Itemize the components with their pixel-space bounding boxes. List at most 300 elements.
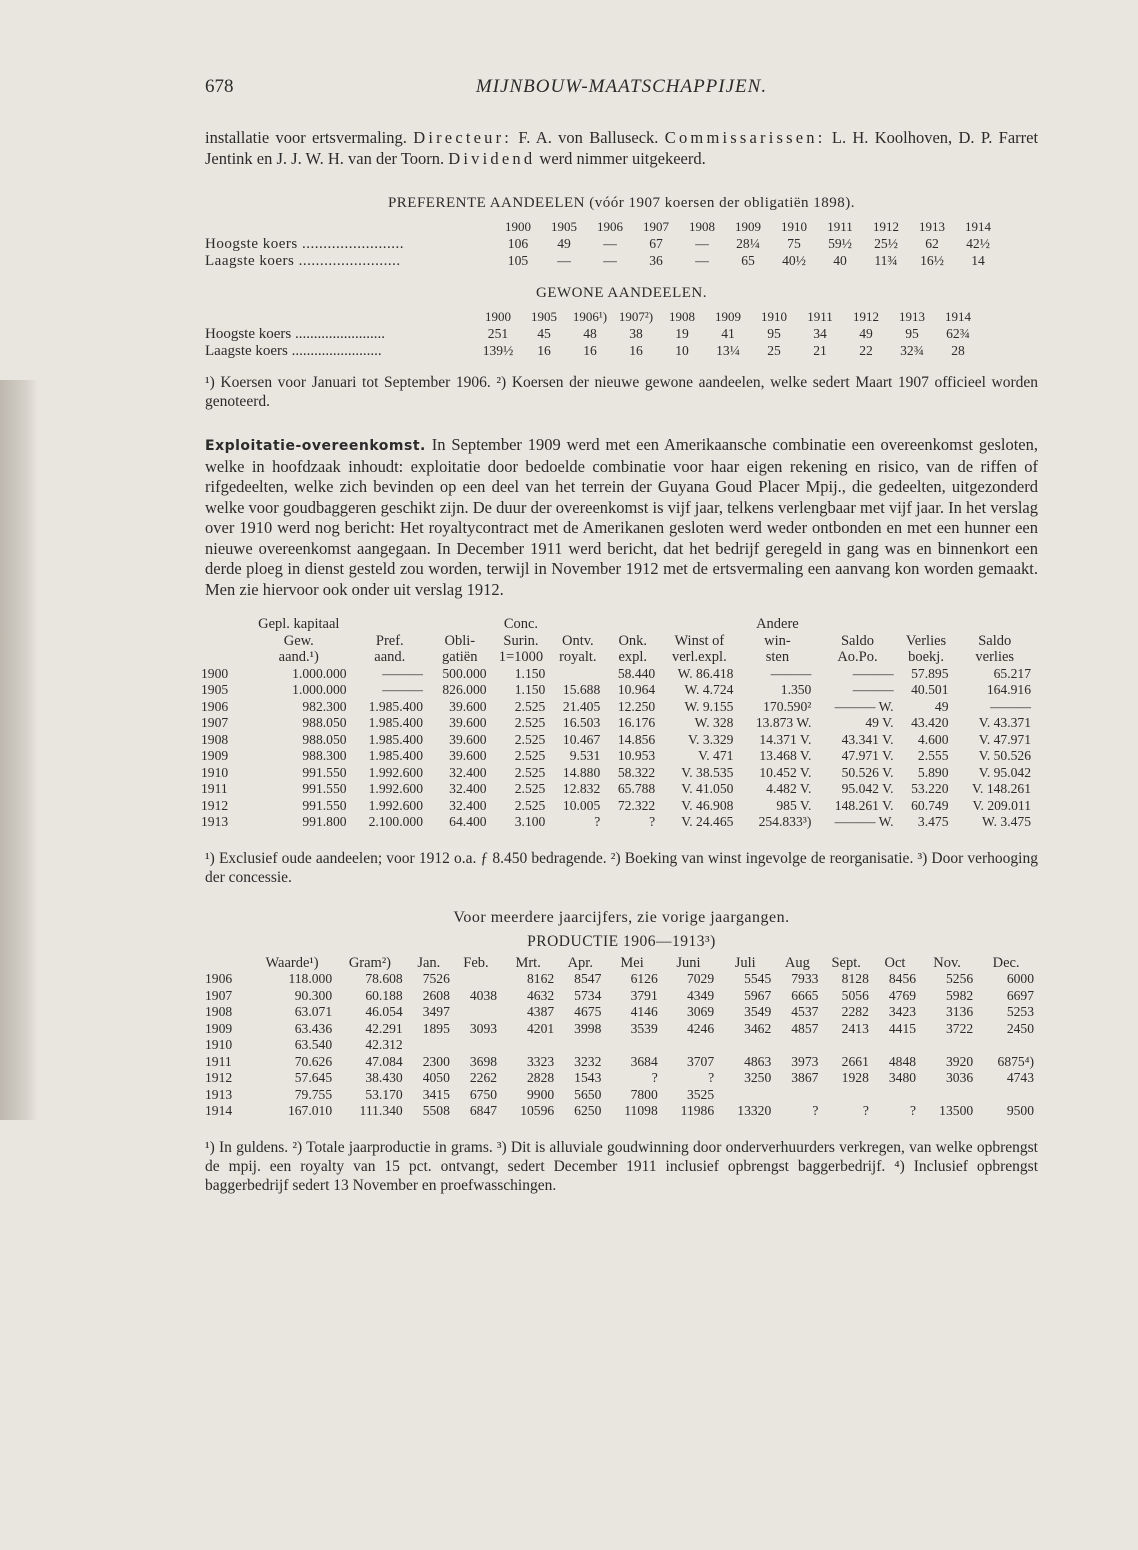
value-cell: 1.992.600 [368, 764, 423, 780]
column-header: Surin. [503, 632, 539, 649]
value-cell: 49 [859, 326, 873, 341]
value-cell: 3525 [686, 1086, 715, 1102]
value-cell: 32.400 [449, 764, 487, 780]
value-cell: 19 [675, 326, 689, 341]
value-cell: 5734 [574, 987, 602, 1003]
value-cell: ——— [770, 665, 812, 681]
year-cell: 1906 [205, 971, 233, 986]
value-cell: 25½ [874, 236, 898, 251]
column-header: gatiën [442, 649, 478, 665]
table-row [205, 253, 1001, 270]
value-cell: 3093 [469, 1020, 498, 1036]
year-header: 1909 [735, 219, 761, 234]
value-cell: 2661 [841, 1053, 869, 1069]
value-cell: 58.322 [617, 764, 656, 780]
value-cell: 39.600 [449, 715, 487, 730]
table-row [205, 971, 1039, 988]
value-cell: 95 [905, 326, 919, 341]
value-cell: 28¼ [736, 236, 760, 251]
value-cell: 14.880 [562, 764, 601, 780]
header-row [201, 633, 1037, 650]
value-cell: — [695, 236, 709, 251]
year-header: 1913 [919, 219, 945, 234]
column-header: Juni [676, 954, 701, 971]
value-cell: 1.150 [514, 665, 546, 681]
year-cell: 1912 [201, 797, 229, 813]
value-cell: 50.526 V. [841, 764, 894, 780]
year-cell: 1908 [205, 1004, 233, 1019]
column-header: Obli- [444, 632, 476, 649]
value-cell: 6875⁴) [997, 1053, 1034, 1069]
value-cell: 4050 [422, 1070, 450, 1085]
year-header: 1910 [781, 219, 807, 234]
page [201, 76, 1039, 1195]
book-spine-shadow [0, 380, 38, 1120]
column-header: sten [765, 649, 790, 665]
value-cell: 3480 [888, 1070, 917, 1085]
year-cell: 1900 [201, 665, 229, 681]
value-cell: 4743 [1006, 1070, 1034, 1085]
value-cell: 4675 [574, 1004, 602, 1019]
intro-paragraph [205, 128, 1038, 169]
value-cell [776, 1087, 823, 1104]
value-cell: 47.084 [365, 1053, 403, 1069]
value-cell: W. 3.475 [982, 814, 1031, 829]
year-header: 1914 [965, 219, 991, 234]
value-cell: 32¾ [900, 342, 924, 358]
value-cell: 39.600 [449, 748, 487, 763]
value-cell: 10.953 [617, 748, 656, 763]
value-cell: 4632 [527, 987, 555, 1003]
value-cell: W. 9.155 [684, 698, 734, 714]
year-cell: 1911 [201, 781, 228, 796]
value-cell: 95 [767, 326, 781, 341]
commissarissen-names: L. H. Koolhoven, D. P. Farret Jentink en J. J. W. H. van der Toorn. [205, 128, 1039, 168]
value-cell: 65.217 [993, 665, 1031, 681]
value-cell [874, 1087, 921, 1104]
value-cell: 21.405 [562, 698, 601, 714]
value-cell: 164.916 [986, 682, 1031, 697]
value-cell: 2.525 [514, 731, 546, 747]
table-row [205, 236, 1001, 253]
value-cell: 12.250 [617, 698, 656, 714]
column-header: Ontv. [561, 632, 594, 649]
column-header [551, 616, 606, 633]
gewone-koers-table [205, 308, 981, 359]
column-header: boekj. [908, 649, 944, 665]
value-cell: 10.964 [617, 682, 656, 697]
column-header: Gram²) [348, 954, 392, 971]
value-cell: 3698 [469, 1053, 498, 1069]
column-header: Pref. [375, 632, 404, 649]
value-cell: 982.300 [302, 698, 347, 714]
year-cell: 1913 [205, 1086, 233, 1102]
value-cell: 9500 [1006, 1103, 1034, 1118]
value-cell: 10.467 [562, 731, 601, 747]
leader-dots: ........................ [291, 326, 385, 342]
table-row [205, 1103, 1039, 1120]
dividend-label: Dividend [448, 148, 536, 168]
value-cell: V. 41.050 [681, 781, 734, 796]
year-cell: 1906 [201, 698, 229, 714]
year-header: 1909 [715, 309, 741, 324]
value-cell: 251 [487, 326, 509, 341]
value-cell: ——— [382, 682, 423, 697]
year-cell: 1910 [205, 1037, 233, 1052]
value-cell: 3232 [574, 1053, 602, 1069]
value-cell: 16.176 [617, 715, 656, 730]
table-row [201, 682, 1037, 699]
value-cell: 6126 [630, 971, 658, 986]
value-cell: 28 [951, 342, 965, 358]
exploitatie-text: In September 1909 werd met een Amerikaansche combinatie een overeenkomst gesloten, welke in hoofdzaak inhoudt: exploitatie door bedoelde combinatie voor haar eigen rekening en risico, van de riffen of rifgedeelten, welke zich bevinden op een deel van het terrein der Guyana Goud Placer Mpij., die gedeelten, uitgezonderd welke voor goudbaggeren geschikt zijn. De duur der overeenkomst is vijf jaar, telkens verlengbaar met vijf jaar. In het verslag over 1910 werd nog bericht: Het royaltycontract met de Amerikanen gesloten werd weder ontbonden en met een hunner een nieuwe overeenkomst aangegaan. In December 1911 werd bericht, dat het bedrijf geregeld in gang was en binnenkort een derde ploeg in dienst gesteld zou worden, terwijl in November 1912 met de ertsvermaling een aanvang kon worden gemaakt. Men zie hiervoor ook onder uit verslag 1912. [205, 435, 1038, 599]
column-header: Mei [620, 954, 644, 971]
value-cell: 1.985.400 [368, 698, 423, 714]
value-cell: 45 [537, 326, 551, 341]
value-cell: — [695, 252, 709, 268]
column-header: Saldo [978, 632, 1012, 649]
directeur-name: F. A. von Balluseck. [518, 128, 659, 147]
value-cell: V. 46.908 [681, 797, 734, 813]
value-cell: 148.261 V. [834, 797, 894, 813]
year-header: 1913 [899, 309, 925, 324]
value-cell: 167.010 [287, 1103, 333, 1118]
value-cell: 42½ [966, 236, 990, 251]
value-cell: ——— [382, 665, 423, 681]
value-cell: 6000 [1006, 971, 1034, 986]
value-cell: 11098 [624, 1103, 658, 1118]
value-cell: 988.050 [302, 731, 347, 747]
year-header: 1912 [853, 309, 879, 324]
value-cell: ——— [852, 682, 894, 697]
value-cell: 118.000 [288, 971, 333, 986]
value-cell: 3549 [744, 1004, 772, 1019]
value-cell: V. 50.526 [978, 748, 1031, 763]
year-header: 1905 [551, 219, 577, 234]
value-cell: — [603, 252, 617, 268]
value-cell: 40½ [782, 252, 806, 268]
value-cell: 75 [787, 236, 801, 251]
year-header: 1912 [873, 219, 899, 234]
value-cell: ? [649, 814, 656, 829]
value-cell: 4201 [527, 1020, 555, 1036]
value-cell: 6847 [469, 1103, 498, 1118]
value-cell: ——— W. [834, 814, 894, 829]
value-cell [978, 1087, 1039, 1104]
value-cell: ? [651, 1070, 658, 1085]
value-cell: 42.291 [365, 1020, 403, 1036]
value-cell: ——— W. [834, 698, 894, 714]
table-row [201, 814, 1037, 831]
column-header: Saldo [840, 632, 874, 649]
year-cell: 1910 [201, 764, 229, 780]
value-cell: 1543 [574, 1070, 602, 1085]
value-cell [455, 1037, 502, 1054]
value-cell: 1895 [422, 1020, 450, 1036]
value-cell: 2.525 [514, 748, 546, 763]
value-cell: 49 [934, 698, 949, 714]
year-header: 1907²) [618, 309, 654, 324]
year-header: 1900 [485, 309, 511, 324]
value-cell: 3036 [945, 1070, 974, 1085]
column-header: Jan. [417, 954, 441, 971]
value-cell: 3250 [744, 1070, 772, 1085]
value-cell: 14 [971, 252, 985, 268]
value-cell: 63.436 [294, 1020, 333, 1036]
value-cell: 2828 [527, 1070, 555, 1085]
year-cell: 1905 [201, 682, 229, 697]
value-cell [823, 1037, 873, 1054]
value-cell: 59½ [828, 236, 852, 251]
value-cell: 12.832 [562, 781, 601, 796]
value-cell: 32.400 [449, 797, 487, 813]
value-cell: V. 43.371 [978, 715, 1031, 730]
value-cell [978, 1037, 1039, 1054]
dividend-text: werd nimmer uitgekeerd. [539, 148, 706, 168]
row-label-cell [205, 343, 475, 360]
column-header [429, 616, 493, 633]
column-header: Waarde¹) [265, 954, 319, 971]
value-cell: 7526 [422, 971, 450, 986]
value-cell: 25 [767, 342, 781, 358]
value-cell: 13320 [737, 1103, 772, 1118]
intro-text-1: installatie voor ertsvermaling. [205, 128, 407, 147]
value-cell: 1.985.400 [368, 731, 423, 747]
value-cell: 105 [507, 252, 529, 268]
value-cell: 2.525 [514, 781, 546, 796]
value-cell: 10596 [520, 1103, 555, 1118]
value-cell: 63.540 [294, 1037, 333, 1052]
row-label: Laagste koers [205, 342, 288, 359]
table-row [201, 765, 1037, 782]
value-cell: ? [862, 1103, 869, 1118]
value-cell: 3462 [744, 1020, 772, 1036]
value-cell: 5256 [945, 971, 974, 986]
value-cell: 3722 [945, 1020, 974, 1036]
column-header: Gew. [283, 632, 314, 649]
column-header: Mrt. [515, 954, 541, 971]
value-cell: 57.895 [911, 665, 949, 681]
column-header [606, 616, 661, 633]
value-cell: W. 4.724 [684, 682, 734, 697]
row-label-cell [205, 326, 475, 343]
value-cell: 3539 [630, 1020, 658, 1036]
value-cell: 39.600 [449, 698, 487, 714]
meer-jaarcijfers-note: Voor meerdere jaarcijfers, zie vorige jaargangen. [453, 908, 790, 926]
column-header [353, 616, 429, 633]
value-cell: 9900 [527, 1086, 555, 1102]
value-cell: 2.100.000 [368, 814, 423, 829]
value-cell: 3.100 [514, 814, 546, 829]
year-cell: 1909 [201, 748, 229, 763]
table-row [201, 732, 1037, 749]
year-cell: 1908 [201, 731, 229, 747]
year-header: 1911 [807, 309, 833, 324]
value-cell [551, 666, 606, 683]
row-label-cell [205, 236, 495, 253]
value-cell: 10.005 [562, 797, 601, 813]
value-cell: 170.590² [763, 698, 812, 714]
value-cell: 826.000 [442, 682, 487, 697]
financial-footnote: ¹) Exclusief oude aandeelen; voor 1912 o.a. ƒ 8.450 bedragende. ²) Boeking van winst ingevolge de reorganisatie. ³) Door verhooging der concessie. [205, 849, 1038, 886]
value-cell: 139½ [482, 342, 514, 358]
value-cell: V. 24.465 [681, 814, 734, 829]
value-cell: 16 [537, 342, 551, 358]
year-header-row [205, 308, 981, 326]
column-header: win- [764, 632, 791, 649]
value-cell: 2282 [841, 1004, 869, 1019]
value-cell: 78.608 [365, 971, 403, 986]
value-cell: 15.688 [562, 682, 601, 697]
value-cell: 70.626 [294, 1053, 333, 1069]
value-cell: 3867 [791, 1070, 819, 1085]
koers-footnote: ¹) Koersen voor Januari tot September 1906. ²) Koersen der nieuwe gewone aandeelen, welke sedert Maart 1907 officieel worden genoteerd. [205, 374, 1038, 410]
value-cell [874, 1037, 921, 1054]
value-cell: 41 [721, 326, 735, 341]
value-cell: ? [909, 1103, 917, 1118]
value-cell: 5056 [841, 987, 869, 1003]
value-cell: 2.525 [514, 764, 546, 780]
value-cell: 2608 [422, 987, 450, 1003]
value-cell: V. 95.042 [978, 764, 1031, 780]
header-row [201, 649, 1037, 666]
value-cell: 2262 [469, 1070, 498, 1085]
productie-footnote: ¹) In guldens. ²) Totale jaarproductie in grams. ³) Dit is alluviale goudwinning door onderverhuurders verkregen, van welke opbrengst de mpij. een royalty van 15 pct. ontvangt, sedert December 1911 inclusief opbrengst baggerbedrijf. ⁴) Inclusief opbrengst baggerbedrijf sedert 13 November en proefwasschingen. [205, 1138, 1038, 1194]
financial-table [201, 616, 1037, 831]
value-cell: 111.340 [359, 1103, 403, 1118]
column-header: Andere [756, 616, 799, 632]
value-cell: 39.600 [449, 731, 487, 747]
leader-dots: ........................ [287, 342, 382, 359]
value-cell: 32.400 [449, 781, 487, 796]
value-cell: 60.188 [365, 987, 403, 1003]
column-header: Juli [734, 954, 756, 971]
value-cell [719, 1037, 776, 1054]
value-cell: 1.985.400 [368, 715, 423, 730]
value-cell [719, 1087, 776, 1104]
value-cell: ——— [990, 698, 1031, 714]
value-cell: 90.300 [294, 987, 333, 1003]
value-cell: 2.525 [514, 715, 546, 730]
value-cell: 991.800 [302, 814, 347, 829]
value-cell: 4863 [744, 1053, 772, 1069]
value-cell: 7933 [791, 971, 819, 986]
value-cell: 16 [629, 342, 643, 358]
value-cell: 2413 [841, 1020, 869, 1036]
value-cell: 5545 [744, 971, 772, 986]
year-cell: 1907 [205, 987, 233, 1003]
value-cell: 43.420 [911, 715, 949, 730]
row-label: Laagste koers [205, 252, 295, 269]
value-cell: 48 [583, 326, 597, 341]
column-header: Oct [884, 954, 906, 971]
table-row [205, 1070, 1039, 1087]
column-header: Nov. [933, 954, 961, 971]
header-row [201, 616, 1037, 633]
value-cell: 8128 [841, 971, 869, 986]
value-cell: 4537 [791, 1004, 819, 1019]
value-cell: 4857 [791, 1020, 819, 1036]
column-header: expl. [618, 649, 648, 665]
column-header [661, 616, 739, 633]
value-cell: 4848 [888, 1053, 917, 1069]
value-cell: 14.371 V. [759, 731, 812, 747]
value-cell [455, 971, 502, 988]
productie-table [205, 955, 1039, 1120]
value-cell: 47.971 V. [841, 748, 894, 763]
value-cell: 57.645 [294, 1070, 333, 1085]
column-header [955, 616, 1037, 633]
column-header: verl.expl. [671, 649, 727, 665]
value-cell: 6750 [469, 1086, 498, 1102]
value-cell: 67 [649, 236, 663, 251]
exploitatie-paragraph [205, 435, 1038, 600]
value-cell: 3069 [686, 1004, 715, 1019]
year-header: 1910 [761, 309, 787, 324]
year-header: 1914 [945, 309, 971, 324]
value-cell: 53.220 [911, 781, 949, 796]
value-cell: 36 [649, 252, 663, 268]
value-cell: 8456 [888, 971, 917, 986]
value-cell: 2.525 [514, 698, 546, 714]
pref-table-title: PREFERENTE AANDEELEN (vóór 1907 koersen der obligatiën 1898). [387, 195, 856, 211]
value-cell: 62 [925, 236, 939, 251]
value-cell: 2.555 [917, 748, 949, 763]
value-cell: 1.000.000 [292, 682, 347, 697]
column-header: Conc. [503, 616, 539, 632]
value-cell: 985 V. [776, 797, 812, 813]
table-row [205, 1054, 1039, 1071]
gewone-table-title: GEWONE AANDEELEN. [536, 285, 707, 301]
value-cell [663, 1037, 719, 1054]
value-cell: 7800 [630, 1086, 658, 1102]
value-cell: V. 148.261 [971, 781, 1031, 796]
value-cell: 16½ [920, 252, 944, 268]
value-cell: W. 86.418 [677, 665, 734, 681]
value-cell [502, 1037, 559, 1054]
value-cell: 4.600 [917, 731, 949, 747]
table-row [201, 798, 1037, 815]
value-cell: V. 47.971 [978, 731, 1031, 747]
value-cell: 5253 [1006, 1004, 1034, 1019]
value-cell: 38.430 [365, 1070, 403, 1085]
pref-koers-table [205, 218, 1001, 269]
value-cell: 60.749 [911, 797, 949, 813]
value-cell: 3136 [945, 1004, 974, 1019]
value-cell: W. 328 [694, 715, 734, 730]
value-cell: 1.350 [780, 682, 812, 697]
column-header: Gepl. kapitaal [258, 616, 340, 632]
value-cell: 64.400 [449, 814, 487, 829]
year-header: 1908 [669, 309, 695, 324]
header-spacer [205, 308, 475, 326]
value-cell: ? [594, 814, 601, 829]
value-cell: V. 38.535 [681, 764, 734, 780]
value-cell: 4349 [686, 987, 715, 1003]
value-cell [408, 1037, 455, 1054]
value-cell: 14.856 [617, 731, 656, 747]
year-header: 1906 [597, 219, 623, 234]
value-cell: 991.550 [302, 797, 347, 813]
column-header: Aug [784, 954, 810, 971]
value-cell: 6250 [574, 1103, 602, 1118]
column-header: Winst of [674, 632, 725, 649]
value-cell: 2300 [422, 1053, 450, 1069]
row-label: Hoogste koers [205, 236, 298, 252]
value-cell: 46.054 [365, 1004, 403, 1019]
header-spacer [205, 218, 495, 236]
column-header [201, 633, 247, 650]
